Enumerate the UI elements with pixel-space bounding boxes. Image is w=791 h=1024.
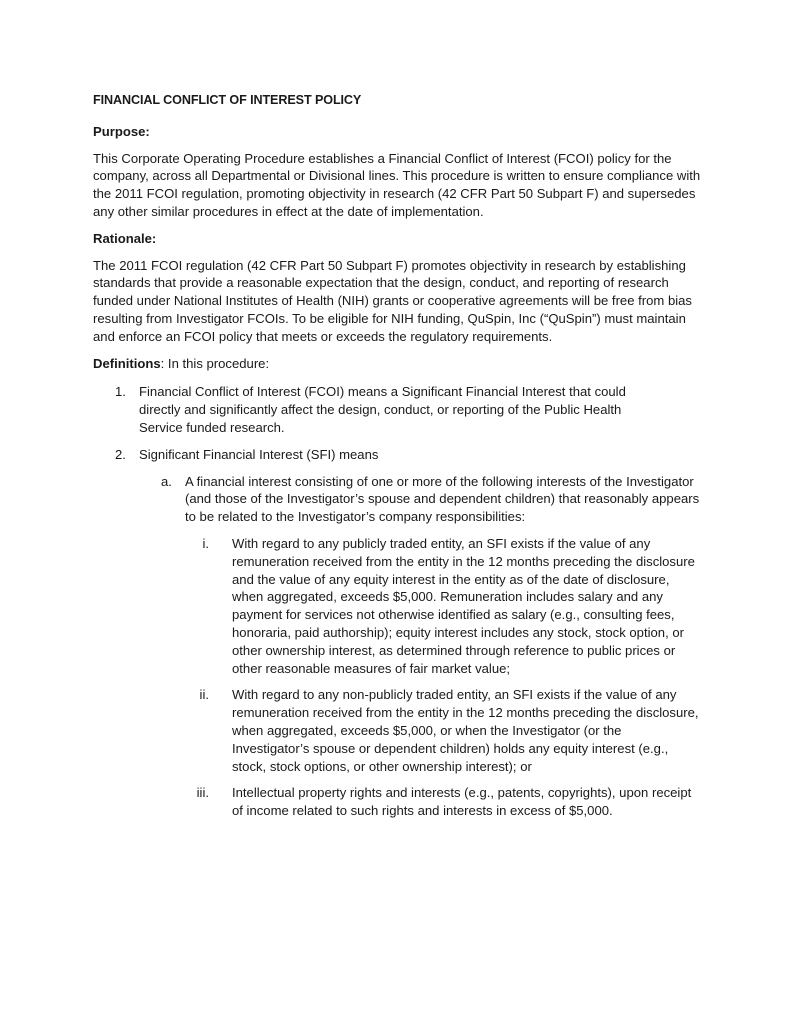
rationale-paragraph: The 2011 FCOI regulation (42 CFR Part 50 Subpart F) promotes objectivity in research by establishing standards that provide a reasonable expectation that the design, conduct, and reporting of research funded under National Institutes of Health (NIH) grants or cooperative agreements will be free from bias resulting from Investigator FCOIs. To be eligible for NIH funding, QuSpin, Inc (“QuSpin”) must maintain and enforce an FCOI policy that meets or exceeds the regulatory requirements. [93,257,692,344]
list-item-text: Intellectual property rights and interests (e.g., patents, copyrights), upon receipt of income related to such rights and interests in excess of $5,000. [232,785,692,819]
definitions-intro-text: : In this procedure: [160,355,270,371]
list-item-text: A financial interest consisting of one or more of the following interests of the Investigator (and those of the Investigator’s spouse and dependent children) that reasonably appears to be related to the Investigator’s company responsibilities: [185,473,700,525]
purpose-paragraph: This Corporate Operating Procedure establishes a Financial Conflict of Interest (FCOI) policy for the company, across all Departmental or Divisional lines. This procedure is written to ensure compliance with the 2011 FCOI regulation, promoting objectivity in research (42 CFR Part 50 Subpart F) and supersedes any other similar procedures in effect at the date of implementation. [93,150,701,219]
list-item-text: Financial Conflict of Interest (FCOI) means a Significant Financial Interest that could directly and significantly affect the design, conduct, or reporting of the Public Health Service funded research. [139,384,626,435]
list-marker: i. [202,535,209,551]
purpose-heading: Purpose: [93,123,150,139]
document-title: FINANCIAL CONFLICT OF INTEREST POLICY [93,93,362,107]
list-marker: ii. [199,687,209,703]
list-item-text: With regard to any publicly traded entity, an SFI exists if the value of any remuneration received from the entity in the 12 months preceding the disclosure and the value of any equity interest in the entity as of the date of disclosure, when aggregated, exceeds $5,000. Remuneration includes salary and any payment for services not otherwise identified as salary (e.g., consulting fees, honoraria, paid authorship); equity interest includes any stock, stock option, or other ownership interest, as determined through reference to public prices or other reasonable measures of fair market value; [232,535,695,676]
list-item-text: With regard to any non-publicly traded entity, an SFI exists if the value of any remuneration received from the entity in the 12 months preceding the disclosure, when aggregated, exceeds $5,000, or when the Investigator (or the Investigator’s spouse or dependent children) holds any equity interest (e.g., stock, stock options, or other ownership interest); or [232,687,699,774]
roman-list-item [93,686,705,775]
sub-list-item [93,473,705,526]
document-page [93,92,705,829]
list-marker: iii. [196,785,209,801]
list-marker: 1. [115,384,126,400]
definitions-intro [93,355,705,373]
roman-list-item [93,535,705,677]
list-item [93,446,705,464]
list-marker: a. [161,473,172,489]
list-item [93,383,705,436]
roman-list-item [93,784,705,820]
definitions-label: Definitions [93,355,161,371]
rationale-heading: Rationale: [93,230,157,246]
list-item-text: Significant Financial Interest (SFI) means [139,446,379,462]
list-marker: 2. [115,446,126,462]
